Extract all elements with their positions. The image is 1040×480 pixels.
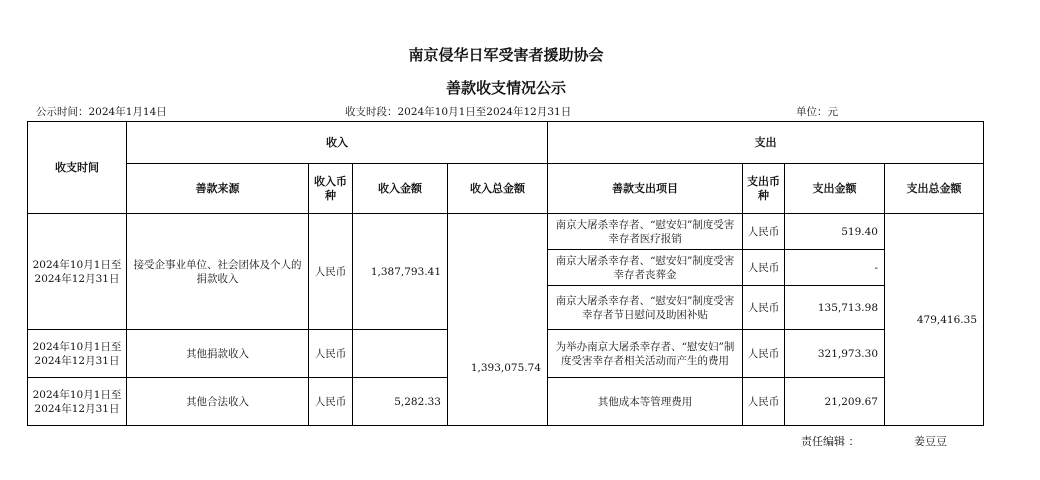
expense-amount-3: 135,713.98	[785, 286, 885, 330]
expense-currency-3: 人民币	[743, 286, 785, 330]
header-expense: 支出	[548, 122, 984, 164]
document-title: 南京侵华日军受害者援助协会	[408, 46, 604, 64]
expense-currency-4: 人民币	[743, 330, 785, 378]
header-expense-item: 善款支出项目	[548, 164, 743, 214]
expense-currency-1: 人民币	[743, 214, 785, 250]
header-expense-currency: 支出币种	[743, 164, 785, 214]
header-income-amount: 收入金额	[353, 164, 448, 214]
income-time-3: 2024年10月1日至2024年12月31日	[28, 378, 127, 426]
expense-amount-1: 519.40	[785, 214, 885, 250]
finance-table	[27, 121, 984, 426]
editor-label: 责任编辑 ：	[801, 435, 860, 448]
income-total-empty-cell	[448, 378, 548, 426]
income-currency-1: 人民币	[309, 214, 353, 330]
expense-item-5: 其他成本等管理费用	[548, 378, 743, 426]
header-income-currency: 收入币种	[309, 164, 353, 214]
income-source-3: 其他合法收入	[127, 378, 309, 426]
expense-total-value: 479,416.35	[885, 214, 984, 426]
header-income-source: 善款来源	[127, 164, 309, 214]
income-currency-2: 人民币	[309, 330, 353, 378]
expense-item-3: 南京大屠杀幸存者、“慰安妇”制度受害幸存者节日慰问及助困补贴	[548, 286, 743, 330]
expense-amount-2: -	[785, 250, 885, 286]
income-amount-3: 5,282.33	[353, 378, 448, 426]
expense-currency-2: 人民币	[743, 250, 785, 286]
header-income: 收入	[127, 122, 548, 164]
header-expense-amount: 支出金额	[785, 164, 885, 214]
income-currency-3: 人民币	[309, 378, 353, 426]
income-time-1: 2024年10月1日至2024年12月31日	[28, 214, 127, 330]
reporting-period: 收支时段：2024年10月1日至2024年12月31日	[345, 106, 572, 118]
expense-amount-5: 21,209.67	[785, 378, 885, 426]
income-time-2: 2024年10月1日至2024年12月31日	[28, 330, 127, 378]
income-source-2: 其他捐款收入	[127, 330, 309, 378]
header-time: 收支时间	[28, 122, 127, 214]
editor-name: 姜豆豆	[914, 435, 947, 448]
expense-item-1: 南京大屠杀幸存者、“慰安妇”制度受害幸存者医疗报销	[548, 214, 743, 250]
header-expense-total: 支出总金额	[885, 164, 984, 214]
income-amount-1: 1,387,793.41	[353, 214, 448, 330]
expense-currency-5: 人民币	[743, 378, 785, 426]
expense-item-2: 南京大屠杀幸存者、“慰安妇”制度受害幸存者丧葬金	[548, 250, 743, 286]
income-source-1: 接受企事业单位、社会团体及个人的捐款收入	[127, 214, 309, 330]
currency-unit: 单位：元	[796, 106, 838, 118]
header-income-total: 收入总金额	[448, 164, 548, 214]
income-amount-2	[353, 330, 448, 378]
publish-time: 公示时间：2024年1月14日	[36, 106, 167, 118]
document-subtitle: 善款收支情况公示	[445, 79, 566, 97]
expense-item-4: 为举办南京大屠杀幸存者、“慰安妇”制度受害幸存者相关活动而产生的费用	[548, 330, 743, 378]
income-total-value: 1,393,075.74	[448, 214, 548, 378]
expense-amount-4: 321,973.30	[785, 330, 885, 378]
